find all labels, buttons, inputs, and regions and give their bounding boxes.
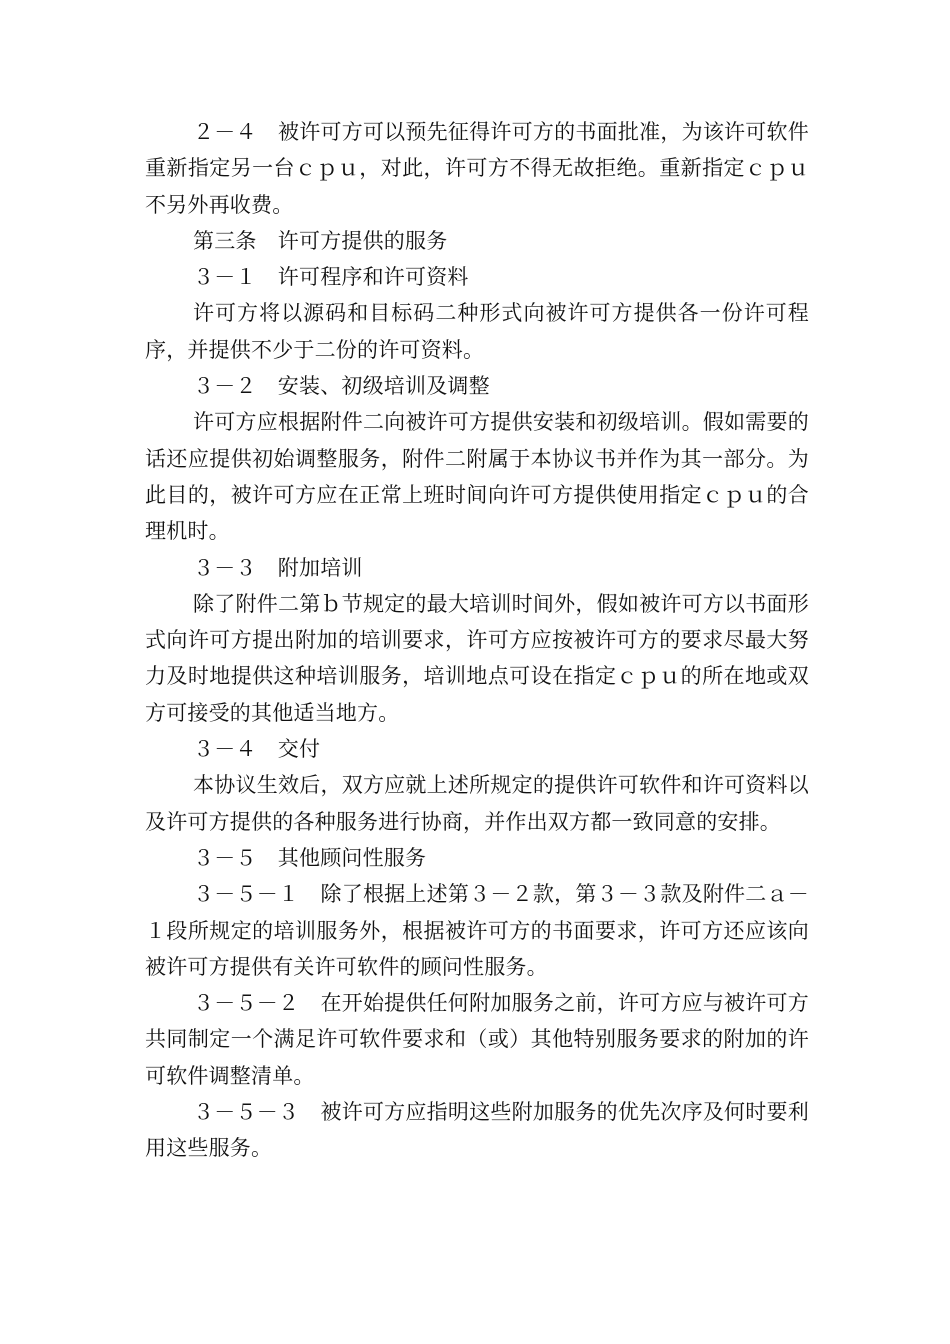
clause-2-4: ２－４ 被许可方可以预先征得许可方的书面批准，为该许可软件重新指定另一台ｃｐｕ，对此，许可方不得无故拒绝。重新指定ｃｐｕ不另外再收费。 bbox=[145, 120, 809, 217]
clause-3-1-body: 许可方将以源码和目标码二种形式向被许可方提供各一份许可程序，并提供不少于二份的许可资料。 bbox=[145, 301, 809, 362]
clause-3-1-heading: ３－１ 许可程序和许可资料 bbox=[193, 265, 469, 290]
clause-3-4-heading: ３－４ 交付 bbox=[193, 737, 321, 762]
clause-3-2-heading: ３－２ 安装、初级培训及调整 bbox=[193, 374, 490, 399]
clause-3-3-heading: ３－３ 附加培训 bbox=[193, 555, 363, 580]
clause-3-2-body: 许可方应根据附件二向被许可方提供安装和初级培训。假如需要的话还应提供初始调整服务，附件二附属于本协议书并作为其一部分。为此目的，被许可方应在正常上班时间向许可方提供使用指定ｃｐｕ的合理机时。 bbox=[145, 410, 809, 544]
article-3-heading: 第三条 许可方提供的服务 bbox=[193, 228, 448, 253]
clause-3-5-2: ３－５－２ 在开始提供任何附加服务之前，许可方应与被许可方共同制定一个满足许可软件要求和（或）其他特别服务要求的附加的许可软件调整清单。 bbox=[145, 991, 809, 1088]
clause-3-5-3: ３－５－３ 被许可方应指明这些附加服务的优先次序及何时要利用这些服务。 bbox=[145, 1100, 809, 1161]
document-body bbox=[145, 114, 809, 1167]
clause-3-5-1: ３－５－１ 除了根据上述第３－２款，第３－３款及附件二ａ－１段所规定的培训服务外，根据被许可方的书面要求，许可方还应该向被许可方提供有关许可软件的顾问性服务。 bbox=[145, 882, 809, 979]
clause-3-3-body: 除了附件二第ｂ节规定的最大培训时间外，假如被许可方以书面形式向许可方提出附加的培训要求，许可方应按被许可方的要求尽最大努力及时地提供这种培训服务，培训地点可设在指定ｃｐｕ的所在地或双方可接受的其他适当地方。 bbox=[145, 591, 809, 725]
clause-3-4-body: 本协议生效后，双方应就上述所规定的提供许可软件和许可资料以及许可方提供的各种服务进行协商，并作出双方都一致同意的安排。 bbox=[145, 773, 809, 834]
clause-3-5-heading: ３－５ 其他顾问性服务 bbox=[193, 845, 427, 870]
